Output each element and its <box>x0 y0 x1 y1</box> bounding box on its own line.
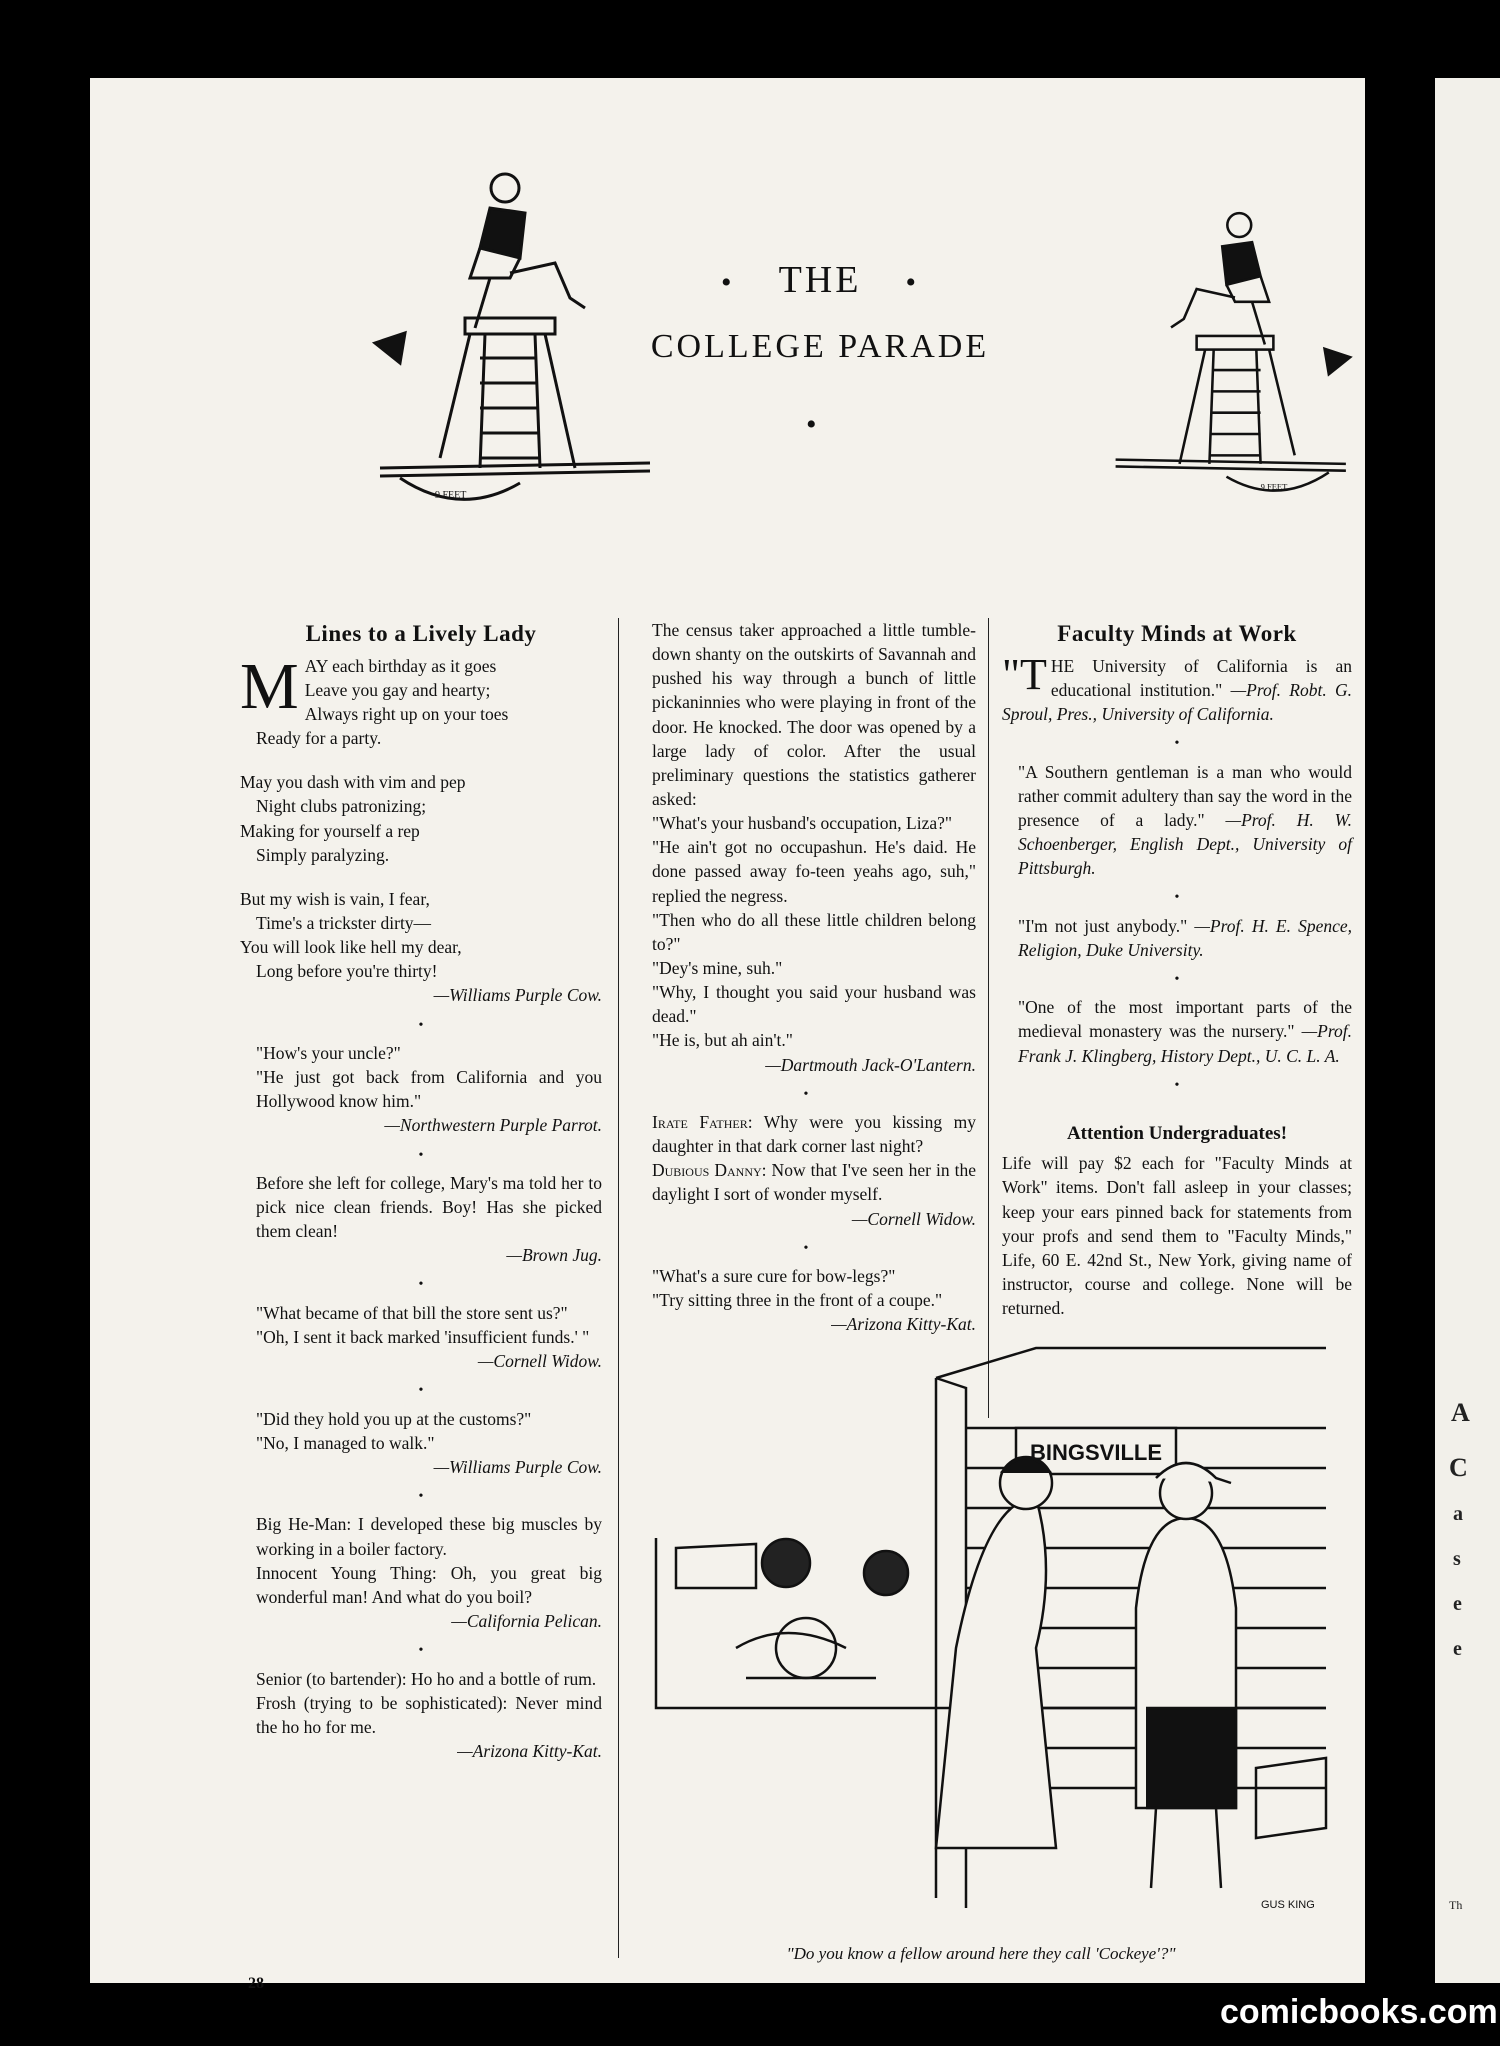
poem-heading: Lines to a Lively Lady <box>305 621 537 646</box>
joke-line: Big He-Man: I developed these big muscles by working in a boiler factory. <box>256 1514 602 1559</box>
masthead <box>90 78 1365 518</box>
joke-source: —Arizona Kitty-Kat. <box>831 1314 976 1335</box>
poem-line: You will look like hell my dear, <box>240 937 462 958</box>
joke-source: —Dartmouth Jack-O'Lantern. <box>765 1054 976 1075</box>
next-page-fragment: C <box>1449 1453 1468 1482</box>
title-bullet: • <box>721 266 735 299</box>
faculty-quote <box>1002 649 1352 726</box>
faculty-quote <box>1002 914 1352 962</box>
joke-line: "Did they hold you up at the customs?" <box>256 1408 532 1429</box>
joke-source: —Cornell Widow. <box>851 1208 976 1229</box>
poem <box>240 649 602 1008</box>
joke-line: The census taker approached a little tumble-down shanty on the outskirts of Savannah and pushed his way through a bunch of little pickaninnies who were playing in front of the door. He knocked. The door was opened by a large lady of color. After the usual preliminary questions the statistics gatherer asked: <box>652 620 976 809</box>
separator-bullet: • <box>1174 890 1180 906</box>
next-page-fragment: e <box>1453 1593 1462 1615</box>
drop-cap: M <box>240 649 299 723</box>
joke-source: —Brown Jug. <box>506 1245 602 1266</box>
poem-line: Leave you gay and hearty; <box>304 679 491 700</box>
joke-line <box>636 1110 976 1158</box>
joke-line: "What's your husband's occupation, Liza?" <box>652 813 953 834</box>
joke-line: Innocent Young Thing: Oh, you great big wonderful man! And what do you boil? <box>256 1562 602 1607</box>
title-line-2: COLLEGE PARADE <box>650 328 990 365</box>
separator-bullet: • <box>1174 971 1180 987</box>
quote-source: —Prof. Robt. G. Sproul, Pres., University of California. <box>1002 679 1352 725</box>
cartoon-illustration <box>636 1348 1326 1928</box>
attention-heading: Attention Undergraduates! <box>1066 1123 1288 1145</box>
separator-bullet: • <box>803 1240 809 1256</box>
separator-bullet: • <box>418 1147 424 1163</box>
title-the: THE <box>778 259 862 301</box>
title-bullet: • <box>905 266 919 299</box>
quote-text: "A Southern gentleman is a man who would rather commit adultery than say the word in the presence of a lady." <box>1018 761 1352 830</box>
speaker-name: Dubious Danny <box>652 1160 762 1181</box>
joke-line: "He is, but ah ain't." <box>652 1030 793 1051</box>
attention-text: Life will pay $2 each for "Faculty Minds at Work" items. Don't fall asleep in your classes; keep your ears pinned back for statements from your profs and send them to "Faculty Minds," Life, 60 E. 42nd St., New York, giving name of instructor, course and college. None will be returned. <box>1002 1153 1352 1319</box>
next-page-fragment: e <box>1453 1638 1462 1660</box>
next-page-fragment: s <box>1453 1548 1461 1570</box>
page-number: 28 <box>248 1975 264 1992</box>
joke-line: "Oh, I sent it back marked 'insufficient funds.' " <box>256 1327 590 1347</box>
joke-line: "What became of that bill the store sent us?" <box>256 1302 568 1323</box>
separator-bullet: • <box>418 1489 424 1505</box>
joke-line: "No, I managed to walk." <box>256 1432 435 1453</box>
next-page-fragment: Th <box>1449 1898 1463 1912</box>
column-rule <box>988 618 989 1418</box>
poem-line: Always right up on your toes <box>304 704 509 725</box>
quote-source: —Prof. Frank J. Klingberg, History Dept., U. C. L. A. <box>1018 1021 1353 1066</box>
joke-line: "What's a sure cure for bow-legs?" <box>652 1266 896 1287</box>
speaker-line: : Why were you kissing my daughter in that dark corner last night? <box>652 1112 976 1157</box>
joke-line: "Then who do all these little children belong to?" <box>652 909 976 954</box>
faculty-quote <box>1002 760 1352 881</box>
title-bullet: • <box>806 408 817 441</box>
poem-line: Long before you're thirty! <box>256 961 438 982</box>
poem-line: Night clubs patronizing; <box>256 796 427 817</box>
next-page-edge <box>1435 78 1500 1983</box>
separator-bullet: • <box>418 1017 424 1033</box>
poem-line: Simply paralyzing. <box>256 844 390 865</box>
separator-bullet: • <box>418 1643 424 1659</box>
speaker-name: Irate Father <box>652 1112 748 1133</box>
column-rule <box>618 618 619 1958</box>
joke-line: Senior (to bartender): Ho ho and a bottle of rum. <box>256 1668 597 1689</box>
quote-text: HE University of California is an educational institution." <box>1050 655 1352 700</box>
separator-bullet: • <box>418 1277 424 1293</box>
drop-cap <box>1002 649 1047 699</box>
separator-bullet: • <box>418 1383 424 1399</box>
cartoon-signature: GUS KING <box>1261 1899 1315 1911</box>
faculty-quote <box>1002 995 1352 1067</box>
joke-source: —California Pelican. <box>451 1611 602 1632</box>
watermark: comicbooks.com <box>1220 1993 1498 2031</box>
open-quote: " <box>1002 649 1020 699</box>
title-line-1 <box>650 258 990 302</box>
poem-line: Ready for a party. <box>256 728 382 749</box>
joke-line: "Try sitting three in the front of a coupe." <box>652 1290 943 1311</box>
quote-text: "I'm not just anybody." <box>1018 915 1188 936</box>
poem-line: Making for yourself a rep <box>240 820 420 841</box>
joke-line: "How's your uncle?" <box>256 1042 401 1063</box>
lifeguard-illustration-right <box>1090 193 1380 513</box>
separator-bullet: • <box>803 1086 809 1102</box>
joke-line: Frosh (trying to be sophisticated): Never mind the ho ho for me. <box>256 1692 602 1737</box>
poem-line: But my wish is vain, I fear, <box>240 888 430 909</box>
joke-source: —Arizona Kitty-Kat. <box>457 1741 602 1761</box>
poem-line: Time's a trickster dirty— <box>256 913 432 933</box>
middle-column <box>636 618 976 1337</box>
svg-text:9 FEET: 9 FEET <box>435 490 467 501</box>
joke-source: —Cornell Widow. <box>477 1351 602 1372</box>
poem-line: May you dash with vim and pep <box>240 772 466 793</box>
poem-line: AY each birthday as it goes <box>304 655 497 676</box>
separator-bullet: • <box>1174 1077 1180 1093</box>
joke-line: "He just got back from California and you Hollywood know him." <box>256 1067 602 1112</box>
drop-cap-letter: T <box>1019 649 1047 699</box>
quote-text: "One of the most important parts of the medieval monastery was the nursery." <box>1018 997 1352 1042</box>
joke-line: "Why, I thought you said your husband was dead." <box>652 982 976 1027</box>
speaker-line: : Now that I've seen her in the daylight I sort of wonder myself. <box>652 1160 976 1205</box>
joke-line: Before she left for college, Mary's ma told her to pick nice clean friends. Boy! Has she picked them clean! <box>256 1172 602 1242</box>
right-column <box>1002 618 1352 1320</box>
joke-line <box>636 1158 976 1206</box>
joke-line: "Dey's mine, suh." <box>652 957 783 978</box>
quote-source: —Prof. H. E. Spence, Religion, Duke University. <box>1018 915 1352 960</box>
magazine-page <box>90 78 1365 1992</box>
station-sign: BINGSVILLE <box>1029 1440 1163 1465</box>
joke-source: —Williams Purple Cow. <box>433 1456 602 1477</box>
next-page-fragment: a <box>1453 1503 1463 1525</box>
joke-line: "He ain't got no occupashun. He's daid. He done passed away fo-teen yeahs ago, suh," replied the negress. <box>652 837 976 906</box>
separator-bullet: • <box>1174 736 1180 752</box>
joke-source: —Northwestern Purple Parrot. <box>384 1115 602 1136</box>
next-page-fragment: A <box>1451 1398 1470 1427</box>
left-column <box>240 618 602 1763</box>
faculty-heading: Faculty Minds at Work <box>1057 621 1297 646</box>
cartoon-caption: "Do you know a fellow around here they call 'Cockeye'?" <box>786 1944 1176 1963</box>
joke-source: —Williams Purple Cow. <box>433 985 602 1006</box>
quote-source: —Prof. H. W. Schoenberger, English Dept., University of Pittsburgh. <box>1018 809 1352 879</box>
svg-text:9 FEET: 9 FEET <box>1260 481 1288 492</box>
